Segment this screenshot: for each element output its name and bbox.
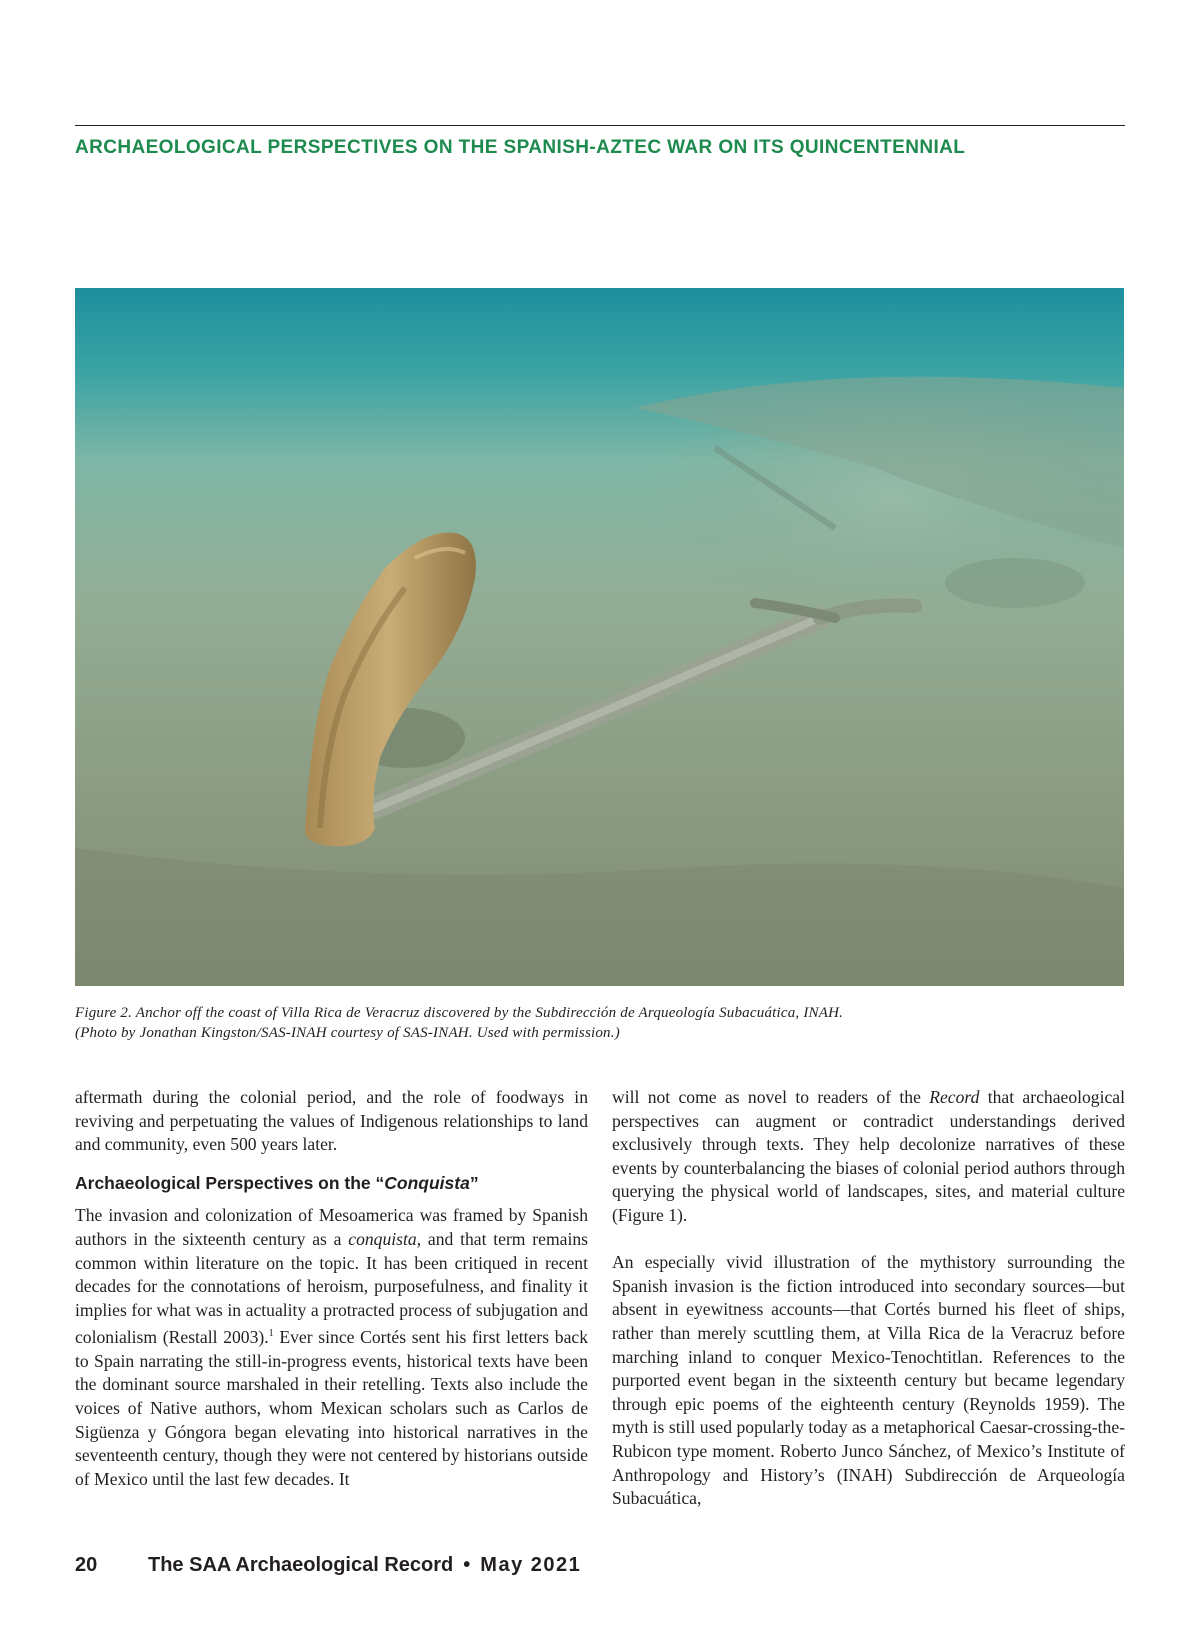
- caption-line-2: (Photo by Jonathan Kingston/SAS-INAH courtesy of SAS-INAH. Used with permission.): [75, 1025, 620, 1041]
- left-paragraph-2: [75, 1204, 588, 1491]
- subhead-prefix: Archaeological Perspectives on the “: [75, 1172, 385, 1193]
- subhead-suffix: ”: [469, 1172, 479, 1193]
- subhead-italic: Conquista: [384, 1172, 470, 1193]
- footnote-marker: 1: [268, 1328, 274, 1340]
- right-paragraph-2: An especially vivid illustration of the mythistory surrounding the Spanish invasion is the fiction introduced into secondary sources—but absent in eyewitness accounts—that Cortés burned his fleet of ships, rather than merely scuttling them, at Villa Rica de la Veracruz before marching inland to conquer Mexico-Tenochtitlan. References to the purported event began in the sixteenth century but became legendary through epic poems of the eighteenth century (Reynolds 1959). The myth is still used popularly today as a metaphorical Caesar-crossing-the-Rubicon type moment. Roberto Junco Sánchez, of Mexico’s Institute of Anthropology and History’s (INAH) Subdirección de Arqueología Subacuática,: [612, 1252, 1125, 1509]
- para2-part-b: , and that term remains common within literature on the topic. It has been critiqued in recent decades for the connotations of heroism, purposefulness, and finality it implies for what was in actuality a protracted process of subjugation and colonialism (Restall 2003).: [75, 1228, 588, 1348]
- right-para1-part-a: will not come as novel to readers of the: [612, 1087, 930, 1107]
- right-column: [612, 1086, 1125, 1511]
- para2-part-c: Ever since Cortés sent his first letters back to Spain narrating the still-in-progress events, historical texts have been the dominant source marshaled in their retelling. Texts also include the voices of Native authors, whom Mexican scholars such as Carlos de Sigüenza y Góngora began elevating into historical narratives in the seventeenth century, though they were not centered by historians outside of Mexico until the last few decades. It: [75, 1327, 588, 1489]
- issue-date: May 2021: [480, 1554, 582, 1576]
- caption-line-1: Figure 2. Anchor off the coast of Villa Rica de Veracruz discovered by the Subdirección de Arqueología Subacuática, INAH.: [75, 1005, 844, 1021]
- right-paragraph-1: [612, 1086, 1125, 1228]
- left-paragraph-1: aftermath during the colonial period, and the role of foodways in reviving and perpetuating the values of Indigenous relationships to land and community, even 500 years later.: [75, 1087, 588, 1155]
- section-subheading: [75, 1172, 588, 1196]
- footer-bullet: •: [463, 1554, 471, 1576]
- right-para1-italic: Record: [929, 1087, 980, 1107]
- page-footer: [75, 1554, 581, 1577]
- section-title: ARCHAEOLOGICAL PERSPECTIVES ON THE SPANISH-AZTEC WAR ON ITS QUINCENTENNIAL: [75, 137, 966, 158]
- anchor-photo: [75, 288, 1124, 986]
- figure-caption: [75, 1003, 1125, 1043]
- publication-name: The SAA Archaeological Record: [148, 1554, 454, 1576]
- header-rule: [75, 125, 1125, 126]
- right-para1-part-b: that archaeological perspectives can augment or contradict understandings derived exclusively through texts. They help decolonize narratives of these events by counterbalancing the biases of colonial period authors through querying the physical world of landscapes, sites, and material culture (Figure 1).: [612, 1087, 1126, 1225]
- page-number: 20: [75, 1554, 98, 1576]
- para2-italic-term: conquista: [348, 1228, 417, 1249]
- para2-part-a: The invasion and colonization of Mesoamerica was framed by Spanish authors in the sixteenth century as a: [75, 1205, 588, 1249]
- left-column: [75, 1086, 588, 1491]
